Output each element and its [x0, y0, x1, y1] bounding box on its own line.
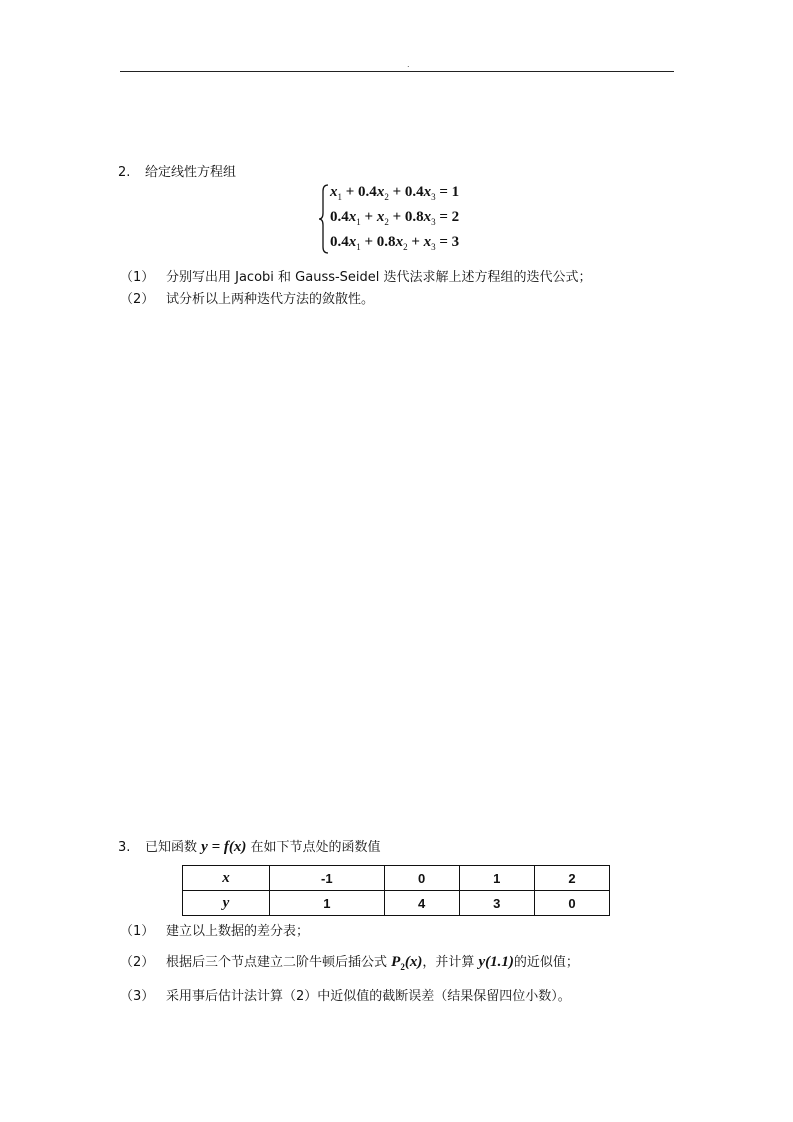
equation-3: $0.4x_1 + 0.8x_2 + x_3 = 3$	[330, 234, 460, 252]
problem3-heading: 3. 已知函数 y = f(x) 在如下节点处的函数值	[118, 839, 381, 855]
function-formula: y = f(x)	[201, 839, 247, 855]
table-header-x: x	[183, 866, 270, 891]
table-cell: 4	[384, 891, 459, 916]
problem2-item-2: （2） 试分析以上两种迭代方法的敛散性。	[120, 292, 375, 307]
equation-1: $x_1 + 0.4x_2 + 0.4x_3 = 1$	[330, 184, 460, 202]
values-table	[182, 865, 610, 916]
table-cell: 2	[534, 866, 609, 891]
problem2-title: 给定线性方程组	[145, 165, 237, 180]
problem3-item-3: （3） 采用事后估计法计算（2）中近似值的截断误差（结果保留四位小数）。	[120, 989, 571, 1004]
header-rule	[120, 71, 674, 72]
problem3-item-1: （1） 建立以上数据的差分表；	[120, 924, 310, 939]
table-cell: 0	[534, 891, 609, 916]
problem3-item-2: （2） 根据后三个节点建立二阶牛顿后插公式 $P_2(x)$，并计算 y(1.1)的近似值；	[120, 954, 579, 972]
table-header-y: y	[183, 891, 270, 916]
left-brace-icon	[318, 183, 330, 255]
table-cell: 3	[459, 891, 534, 916]
table-cell: 1	[459, 866, 534, 891]
newton-formula: $P_2(x)$	[391, 954, 423, 972]
problem2-item-1: （1） 分别写出用 Jacobi 和 Gauss-Seidel 迭代法求解上述方程组的迭代公式；	[120, 270, 592, 285]
table-row	[183, 866, 610, 891]
table-cell: 0	[384, 866, 459, 891]
problem2-number: 2.	[118, 165, 131, 180]
equation-2: $0.4x_1 + x_2 + 0.8x_3 = 2$	[330, 209, 460, 227]
table-cell: -1	[270, 866, 385, 891]
problem3-number: 3.	[118, 840, 131, 855]
header-mark: .	[407, 60, 410, 69]
table-row	[183, 891, 610, 916]
target-value: y(1.1)	[478, 954, 514, 970]
equation-system	[318, 183, 488, 255]
table-cell: 1	[270, 891, 385, 916]
problem2-heading	[118, 161, 236, 180]
